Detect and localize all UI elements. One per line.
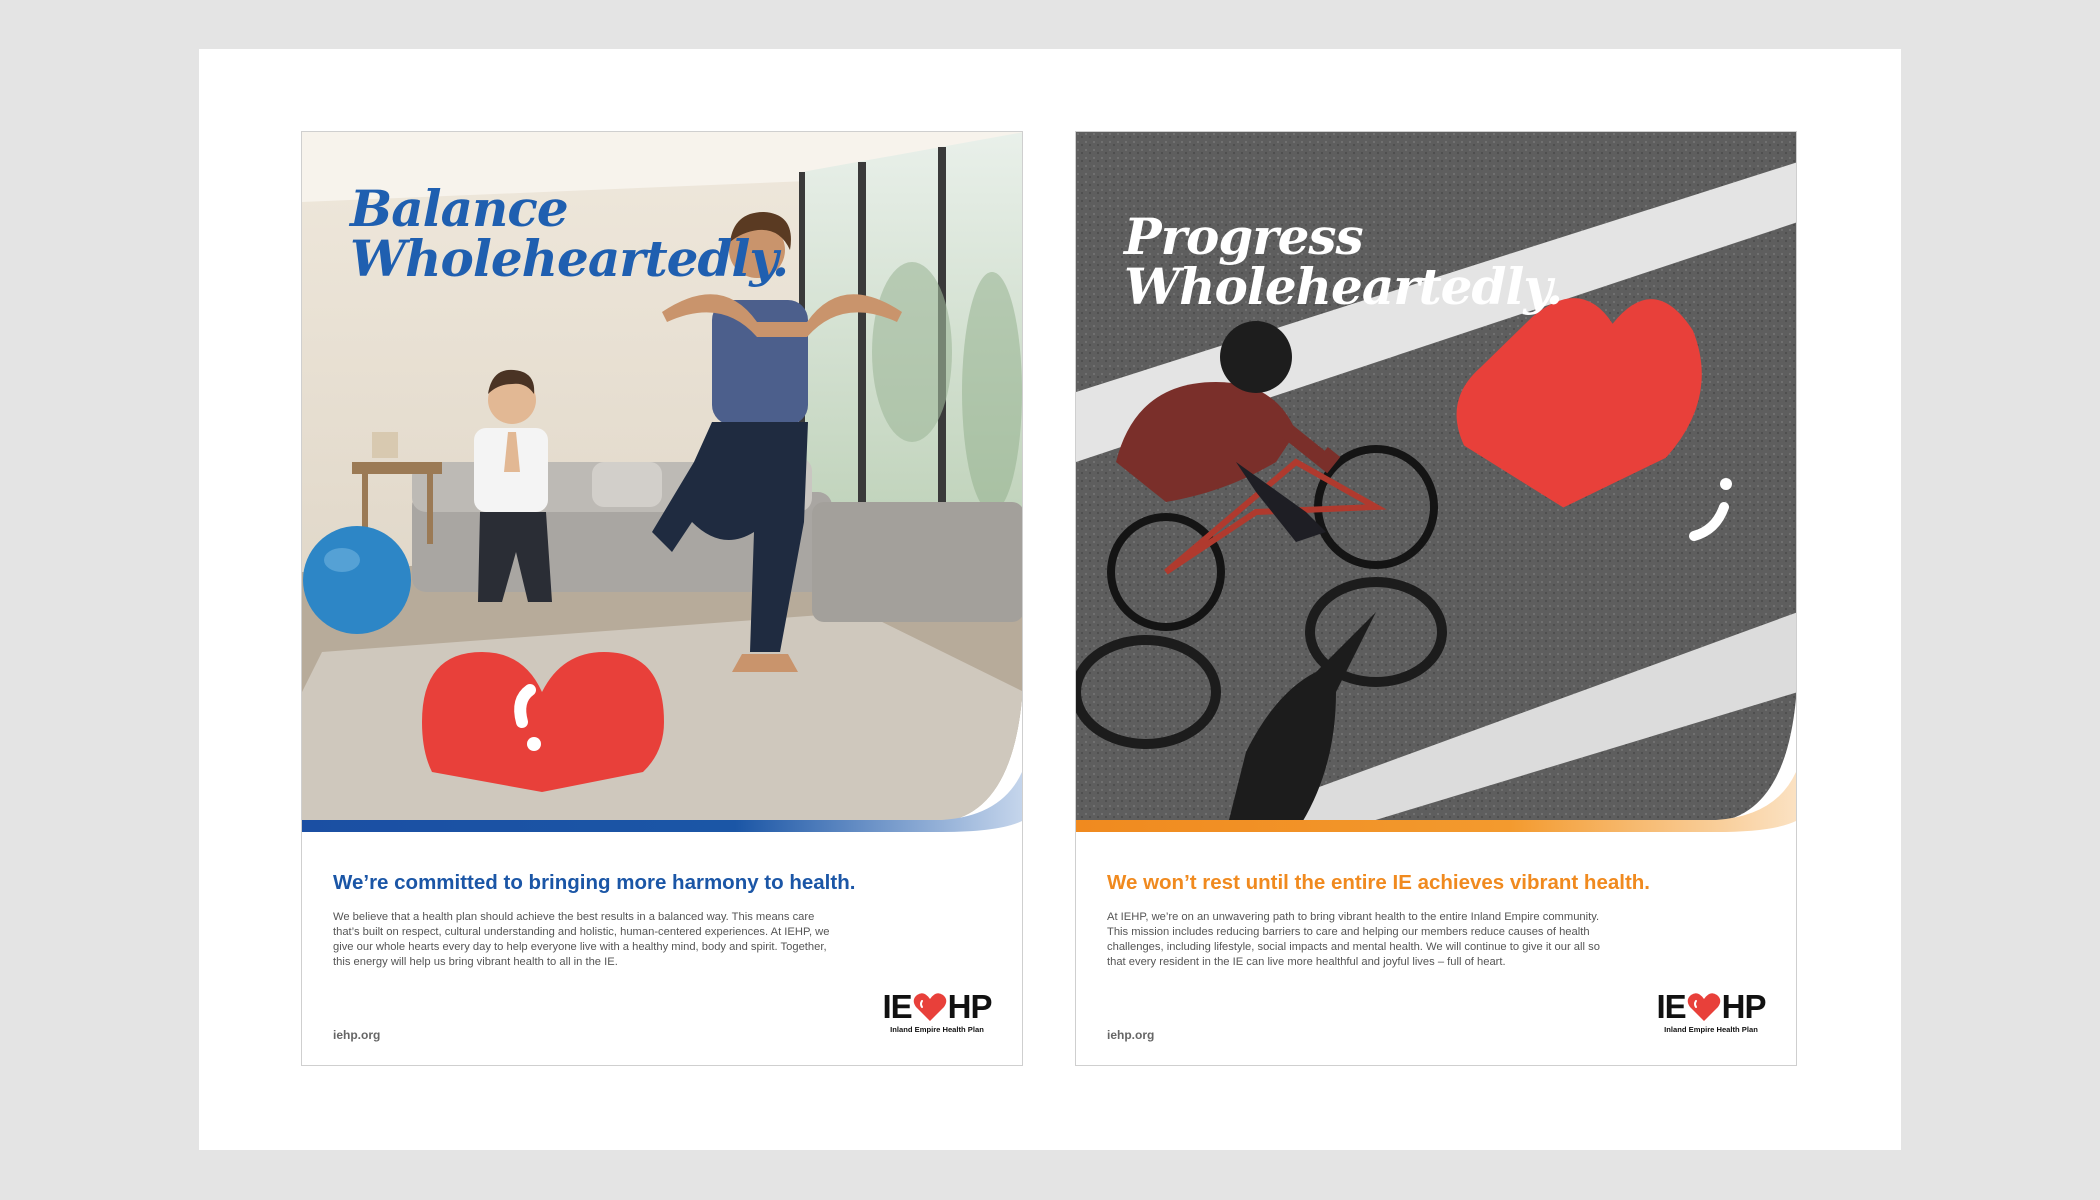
poster-balance: [301, 131, 1023, 1066]
poster-headline: Balance Wholeheartedly.: [350, 179, 789, 288]
website-link[interactable]: iehp.org: [333, 1028, 381, 1042]
poster-progress: [1075, 131, 1797, 1066]
iehp-logo: IE HP Inland Empire Health Plan: [882, 988, 992, 1034]
heart-icon: [913, 992, 947, 1022]
heart-icon: [1687, 992, 1721, 1022]
poster-body-text: At IEHP, we’re on an unwavering path to bring vibrant health to the entire Inland Empire community. This mission includes reducing barriers to care and helping our members reduce causes of health challenges, including lifestyle, social impacts and mental health. We will continue to give it our all so that every resident in the IE can live more healthful and joyful lives – full of heart.: [1107, 911, 1600, 968]
iehp-logo: IE HP Inland Empire Health Plan: [1656, 988, 1766, 1034]
poster-headline: Progress Wholeheartedly.: [1124, 207, 1563, 316]
poster-tagline: We’re committed to bringing more harmony to health.: [333, 871, 856, 894]
poster-tagline: We won’t rest until the entire IE achieves vibrant health.: [1107, 871, 1650, 894]
poster-body-text: We believe that a health plan should achieve the best results in a balanced way. This means care that’s built on respect, cultural understanding and holistic, human-centered experiences. At IEHP, we give our whole hearts every day to help everyone live with a healthy mind, body and spirit. Together, this energy will help us bring vibrant health to all in the IE.: [333, 911, 830, 968]
website-link[interactable]: iehp.org: [1107, 1028, 1155, 1042]
